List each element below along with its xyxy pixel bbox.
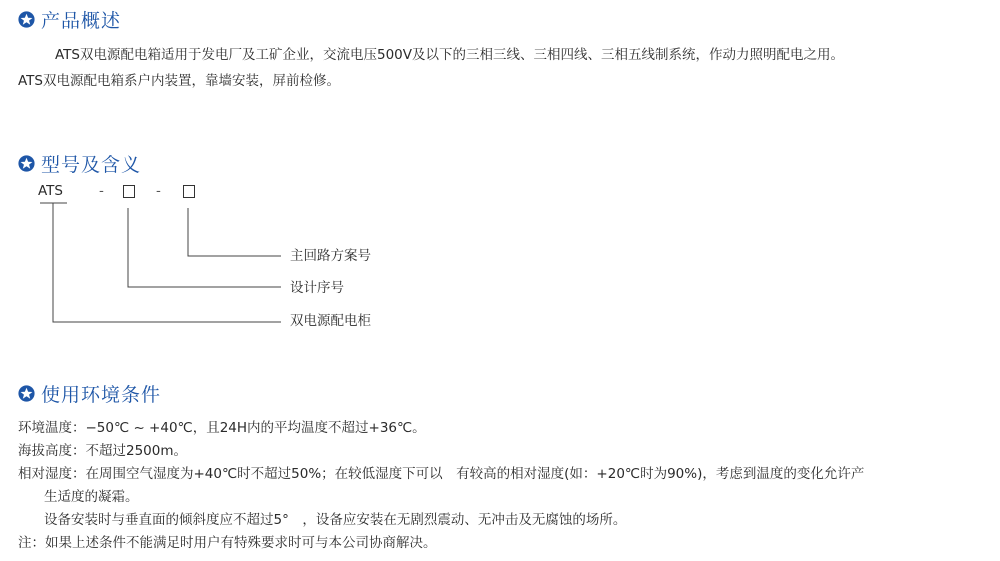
section-heading-model bbox=[18, 150, 141, 176]
env-note: 注：如果上述条件不能满足时用户有特殊要求时可与本公司协商解决。 bbox=[18, 535, 437, 551]
model-dash: - bbox=[99, 183, 104, 199]
section-title: 使用环境条件 bbox=[41, 383, 162, 406]
section-title: 产品概述 bbox=[41, 9, 122, 32]
model-prefix: ATS bbox=[38, 183, 64, 199]
env-installation: 设备安装时与垂直面的倾斜度应不超过5° ，设备应安装在无剧烈震动、无冲击及无腐蚀的场所。 bbox=[44, 512, 627, 528]
section-heading-environment bbox=[18, 380, 161, 406]
star-circle-icon bbox=[18, 385, 35, 402]
section-heading-overview bbox=[18, 6, 121, 32]
model-connector-lines bbox=[0, 195, 300, 345]
env-temperature: 环境温度：−50℃ ~ +40℃，且24H内的平均温度不超过+36℃。 bbox=[18, 420, 426, 436]
overview-paragraph-line2: ATS双电源配电箱系户内装置，靠墙安装，屏前检修。 bbox=[18, 73, 341, 89]
env-altitude: 海拔高度：不超过2500m。 bbox=[18, 443, 188, 459]
section-title: 型号及含义 bbox=[41, 153, 142, 176]
model-dash: - bbox=[156, 183, 161, 199]
model-label-main-circuit: 主回路方案号 bbox=[290, 248, 371, 264]
star-circle-icon bbox=[18, 155, 35, 172]
model-label-design-no: 设计序号 bbox=[290, 280, 344, 296]
env-humidity: 相对湿度：在周围空气湿度为+40℃时不超过50%；在较低湿度下可以 有较高的相对湿度(如：+20℃时为90%)，考虑到温度的变化允许产 bbox=[18, 466, 865, 482]
model-label-cabinet: 双电源配电柜 bbox=[290, 313, 371, 329]
star-circle-icon bbox=[18, 11, 35, 28]
env-humidity-cont: 生适度的凝霜。 bbox=[44, 489, 139, 505]
overview-paragraph-line1: ATS双电源配电箱适用于发电厂及工矿企业，交流电压500V及以下的三相三线、三相四线、三相五线制系统，作动力照明配电之用。 bbox=[55, 47, 845, 63]
